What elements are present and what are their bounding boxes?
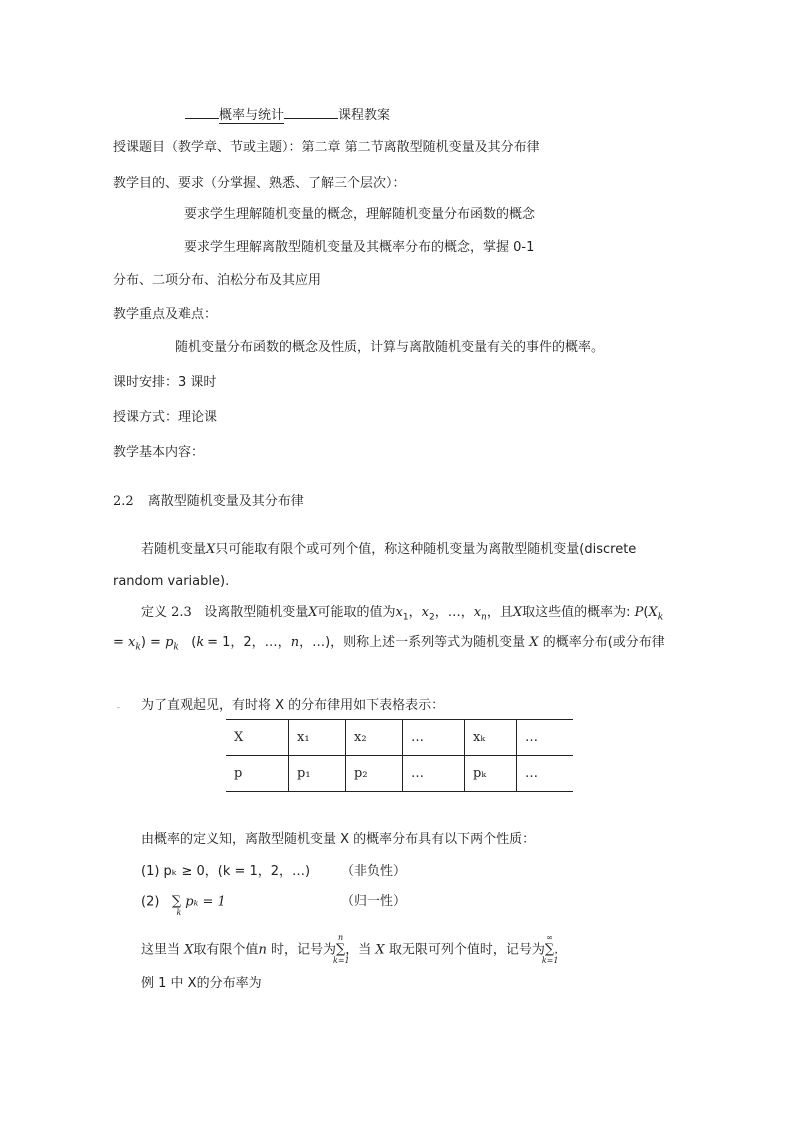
table-cell: p₂ [346, 756, 403, 792]
table-cell: xₖ [465, 720, 517, 756]
table-cell: p [226, 756, 289, 792]
key-points-text: 随机变量分布函数的概念及性质，计算与离散随机变量有关的事件的概率。 [175, 340, 605, 355]
definition-label: 定义 2.3 [141, 605, 192, 620]
topic-line: 授课题目（教学章、节或主题）：第二章 第二节离散型随机变量及其分布律 [113, 140, 540, 155]
course-header [185, 104, 390, 125]
property-1: (1) pₖ ≥ 0，(k = 1，2，…) [141, 864, 311, 879]
table-cell: p₁ [289, 756, 346, 792]
objectives-title: 教学目的、要求（分掌握、熟悉、了解三个层次）： [113, 176, 406, 191]
method-line: 授课方式：理论课 [113, 410, 218, 425]
sum-symbol: ∑ k [171, 894, 182, 917]
course-name: 概率与统计 [219, 108, 285, 123]
table-cell: X [226, 720, 289, 756]
table-row [226, 756, 573, 792]
section-heading [113, 493, 304, 511]
table-cell: … [403, 756, 465, 792]
section-title: 离散型随机变量及其分布律 [147, 494, 304, 509]
sum-infinite-symbol: ∞ ∑ k=1 [541, 933, 559, 965]
property-2: (2) ∑ k pₖ = 1 [141, 894, 226, 917]
table-row [226, 720, 573, 756]
objective-item-2-cont: 分布、二项分布、泊松分布及其应用 [113, 273, 322, 288]
sum-finite-symbol: n ∑ k=1 [332, 933, 350, 965]
table-cell: … [517, 720, 574, 756]
key-points-title: 教学重点及难点： [113, 307, 218, 322]
property-2-label: （归一性） [341, 894, 407, 909]
table-cell: … [403, 720, 465, 756]
table-cell: … [517, 756, 574, 792]
schedule-line: 课时安排：3 课时 [113, 375, 217, 390]
table-intro: 为了直观起见，有时将 X 的分布律用如下表格表示： [141, 698, 445, 713]
properties-intro: 由概率的定义知，离散型随机变量 X 的概率分布具有以下两个性质： [141, 832, 536, 847]
table-cell: x₁ [289, 720, 346, 756]
section-number: 2.2 [113, 494, 134, 509]
table-cell: pₖ [465, 756, 517, 792]
table-cell: x₂ [346, 720, 403, 756]
paragraph-1-cont: random variable). [113, 574, 230, 589]
notation-line: 这里当 X取有限个值n 时，记号为 n ∑ k=1 ，当 X 取无限可列个值时，记号为 ∞ ∑ k=1 . [141, 933, 559, 965]
definition-line-2: = $x_k) = p_k$ (k = 1，2，…，n，…)，则称上述一系列等式为随机变量 X 的概率分布(或分布律 [113, 635, 665, 653]
paragraph-1: 若随机变量X只可能取有限个或可列个值，称这种随机变量为离散型随机变量(discrete [141, 542, 637, 557]
definition-line-1: 定义 2.3 设离散型随机变量X可能取的值为$x_1$，$x_2$，…，$x_n$，且X取这些值的概率为: $P(X_k$ [141, 605, 664, 623]
bullet-marker: - [117, 703, 120, 712]
content-title: 教学基本内容： [113, 445, 205, 460]
property-1-label: （非负性） [341, 864, 407, 879]
example-line: 例 1 中 X的分布率为 [141, 976, 262, 991]
header-suffix: 课程教案 [338, 108, 391, 123]
objective-item-2: 要求学生理解离散型随机变量及其概率分布的概念，掌握 0-1 [184, 240, 535, 255]
distribution-table [226, 719, 573, 792]
objective-item-1: 要求学生理解随机变量的概念，理解随机变量分布函数的概念 [184, 207, 536, 222]
